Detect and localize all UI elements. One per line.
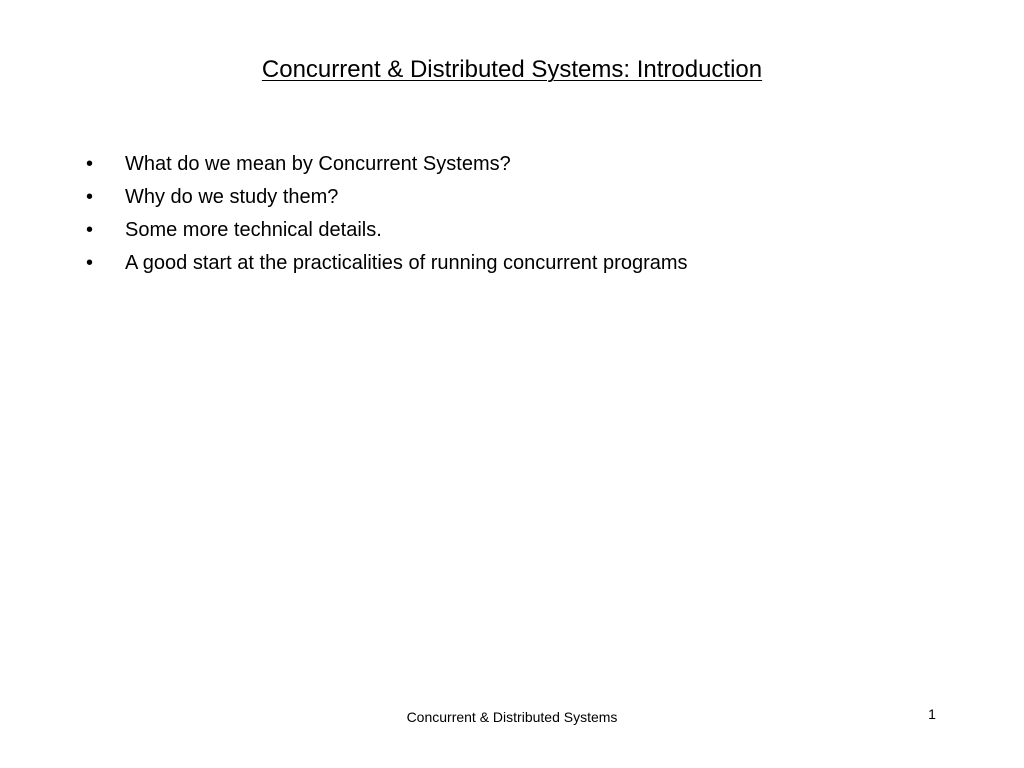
bullet-icon: •	[86, 219, 94, 241]
slide-title: Concurrent & Distributed Systems: Introduction	[261, 56, 763, 83]
bullet-icon: •	[86, 153, 94, 175]
bullet-icon: •	[86, 186, 94, 208]
bullet-text: What do we mean by Concurrent Systems?	[125, 153, 511, 175]
bullet-icon: •	[86, 252, 94, 274]
bullet-text: Why do we study them?	[125, 186, 339, 208]
bullet-item	[86, 214, 688, 247]
bullet-item	[86, 181, 688, 214]
bullet-item	[86, 247, 688, 280]
bullet-list	[86, 148, 688, 280]
bullet-text: A good start at the practicalities of running concurrent programs	[125, 252, 688, 274]
page-number: 1	[928, 706, 936, 722]
bullet-item	[86, 148, 688, 181]
bullet-text: Some more technical details.	[125, 219, 382, 241]
slide-footer: Concurrent & Distributed Systems	[406, 709, 618, 725]
